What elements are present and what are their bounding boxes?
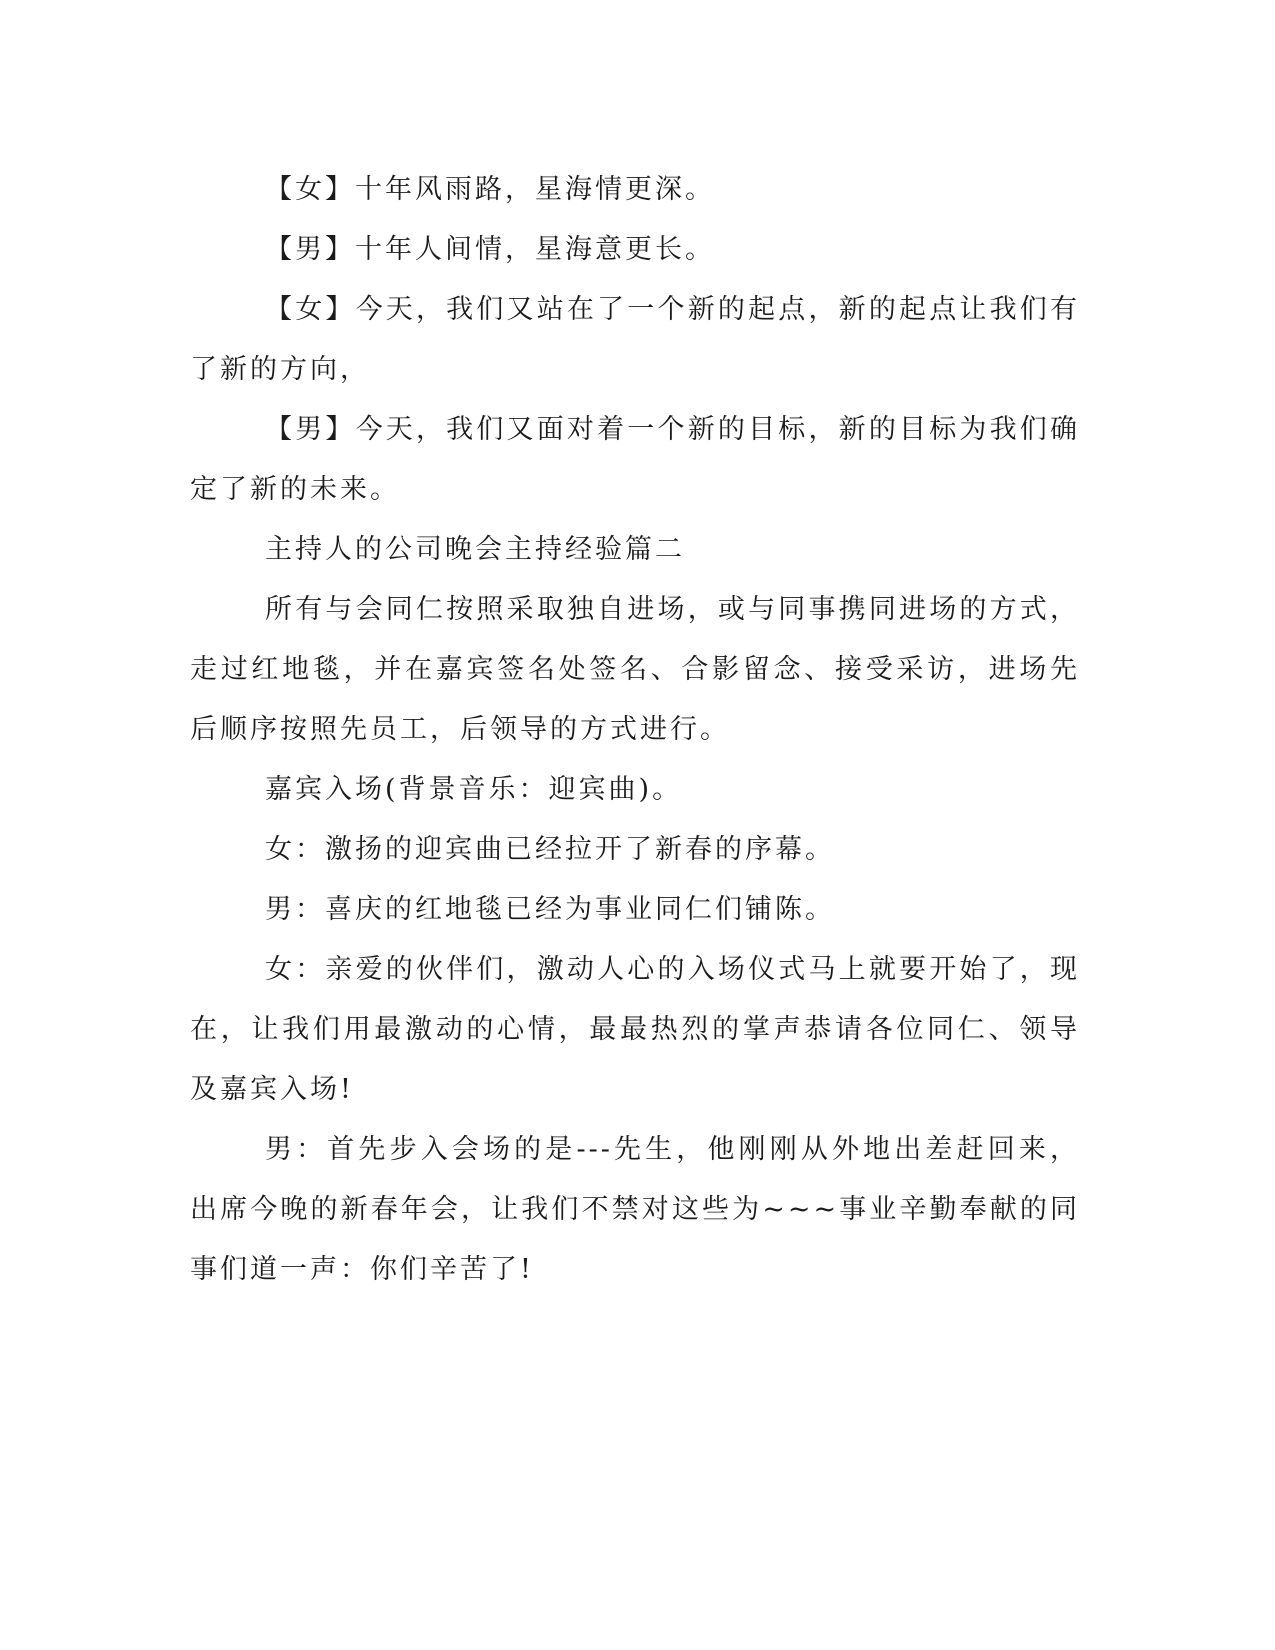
- dialogue-male-2: 【男】今天，我们又面对着一个新的目标，新的目标为我们确定了新的未来。: [190, 414, 1080, 505]
- paragraph-entrance-instructions: 所有与会同仁按照采取独自进场，或与同事携同进场的方式，走过红地毯，并在嘉宾签名处签名、合影留念、接受采访，进场先后顺序按照先员工，后领导的方式进行。: [190, 594, 1080, 745]
- dialogue-female-3: 女：激扬的迎宾曲已经拉开了新春的序幕。: [265, 834, 835, 865]
- dialogue-female-4: 女：亲爱的伙伴们，激动人心的入场仪式马上就要开始了，现在，让我们用最激动的心情，最最热烈的掌声恭请各位同仁、领导及嘉宾入场!: [190, 954, 1080, 1105]
- document-body: [190, 160, 1080, 1300]
- dialogue-female-1: 【女】十年风雨路，星海情更深。: [265, 174, 715, 205]
- dialogue-male-1: 【男】十年人间情，星海意更长。: [265, 234, 715, 265]
- paragraph-guest-entrance: 嘉宾入场(背景音乐：迎宾曲)。: [265, 774, 683, 805]
- section-heading: 主持人的公司晚会主持经验篇二: [265, 534, 685, 565]
- dialogue-male-4: 男：首先步入会场的是---先生，他刚刚从外地出差赶回来，出席今晚的新春年会，让我们不禁对这些为~~~事业辛勤奉献的同事们道一声：你们辛苦了!: [190, 1134, 1080, 1285]
- dialogue-female-2: 【女】今天，我们又站在了一个新的起点，新的起点让我们有了新的方向，: [190, 294, 1080, 385]
- dialogue-male-3: 男：喜庆的红地毯已经为事业同仁们铺陈。: [265, 894, 835, 925]
